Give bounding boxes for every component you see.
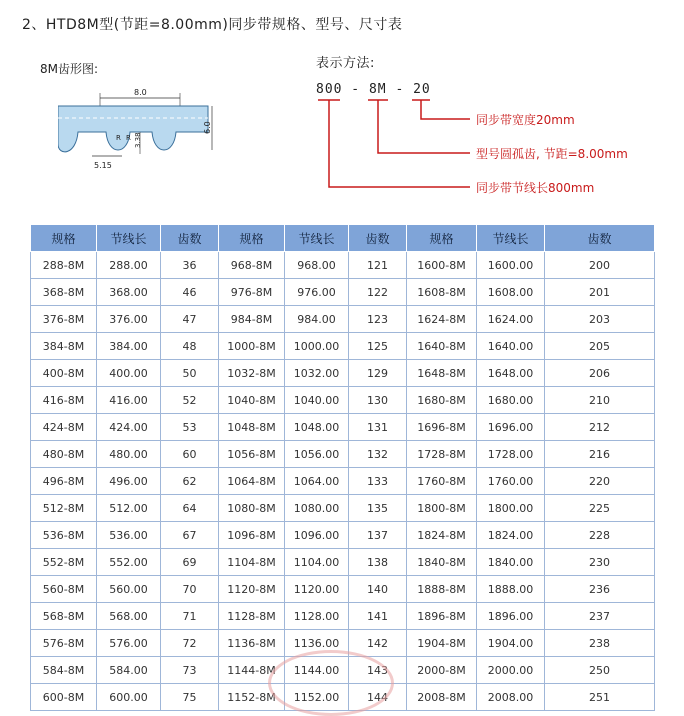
table-cell: 133 [349, 468, 407, 495]
radius-label: R [116, 134, 121, 142]
tooth-height-dimension: 3.38 [134, 132, 142, 148]
table-cell: 976.00 [285, 279, 349, 306]
table-cell: 512-8M [31, 495, 97, 522]
table-cell: 125 [349, 333, 407, 360]
table-cell: 69 [161, 549, 219, 576]
profile-label: 8M齿形图: [40, 62, 99, 76]
table-cell: 480-8M [31, 441, 97, 468]
table-cell: 64 [161, 495, 219, 522]
table-cell: 480.00 [97, 441, 161, 468]
table-cell: 1624.00 [477, 306, 545, 333]
column-header: 规格 [31, 225, 97, 252]
table-row [31, 468, 655, 495]
tooth-profile-diagram [58, 84, 218, 176]
table-cell: 968.00 [285, 252, 349, 279]
table-cell: 1680-8M [407, 387, 477, 414]
table-cell: 536.00 [97, 522, 161, 549]
table-cell: 67 [161, 522, 219, 549]
table-cell: 968-8M [219, 252, 285, 279]
table-cell: 206 [545, 360, 655, 387]
table-cell: 552.00 [97, 549, 161, 576]
table-cell: 131 [349, 414, 407, 441]
table-row [31, 495, 655, 522]
column-header: 节线长 [97, 225, 161, 252]
table-cell: 203 [545, 306, 655, 333]
table-cell: 1152-8M [219, 684, 285, 711]
page-title: 2、HTD8M型(节距=8.00mm)同步带规格、型号、尺寸表 [22, 17, 403, 33]
table-cell: 368-8M [31, 279, 97, 306]
table-cell: 424-8M [31, 414, 97, 441]
table-cell: 123 [349, 306, 407, 333]
table-cell: 130 [349, 387, 407, 414]
table-cell: 216 [545, 441, 655, 468]
table-cell: 416-8M [31, 387, 97, 414]
table-cell: 1888-8M [407, 576, 477, 603]
height-dimension: 6.0 [203, 121, 212, 134]
table-cell: 1104-8M [219, 549, 285, 576]
table-cell: 71 [161, 603, 219, 630]
radius-label-2: R [126, 134, 131, 142]
table-cell: 1120.00 [285, 576, 349, 603]
table-cell: 1128.00 [285, 603, 349, 630]
table-cell: 36 [161, 252, 219, 279]
watermark-stamp [268, 650, 394, 716]
table-cell: 1600-8M [407, 252, 477, 279]
table-cell: 72 [161, 630, 219, 657]
table-cell: 143 [349, 657, 407, 684]
table-cell: 50 [161, 360, 219, 387]
table-cell: 1800.00 [477, 495, 545, 522]
table-cell: 568.00 [97, 603, 161, 630]
column-header: 节线长 [477, 225, 545, 252]
column-header: 规格 [219, 225, 285, 252]
table-cell: 144 [349, 684, 407, 711]
table-cell: 1824-8M [407, 522, 477, 549]
table-cell: 46 [161, 279, 219, 306]
pitch-dimension: 8.0 [134, 88, 147, 97]
table-cell: 1064.00 [285, 468, 349, 495]
table-cell: 1080-8M [219, 495, 285, 522]
table-cell: 62 [161, 468, 219, 495]
table-row [31, 387, 655, 414]
table-cell: 230 [545, 549, 655, 576]
table-cell: 138 [349, 549, 407, 576]
table-cell: 2000-8M [407, 657, 477, 684]
table-cell: 1104.00 [285, 549, 349, 576]
table-cell: 1608.00 [477, 279, 545, 306]
table-cell: 1144.00 [285, 657, 349, 684]
table-cell: 584-8M [31, 657, 97, 684]
table-row [31, 522, 655, 549]
table-cell: 1760-8M [407, 468, 477, 495]
table-row [31, 252, 655, 279]
table-cell: 576-8M [31, 630, 97, 657]
table-row [31, 333, 655, 360]
table-cell: 600.00 [97, 684, 161, 711]
table-row [31, 414, 655, 441]
table-cell: 536-8M [31, 522, 97, 549]
table-cell: 1696-8M [407, 414, 477, 441]
table-cell: 1048-8M [219, 414, 285, 441]
table-cell: 250 [545, 657, 655, 684]
table-row [31, 576, 655, 603]
table-cell: 1648.00 [477, 360, 545, 387]
table-cell: 368.00 [97, 279, 161, 306]
table-cell: 47 [161, 306, 219, 333]
table-cell: 238 [545, 630, 655, 657]
column-header: 齿数 [161, 225, 219, 252]
table-cell: 1760.00 [477, 468, 545, 495]
table-row [31, 360, 655, 387]
table-row [31, 549, 655, 576]
tooth-width-dimension: 5.15 [94, 161, 112, 170]
table-cell: 141 [349, 603, 407, 630]
table-cell: 288-8M [31, 252, 97, 279]
table-cell: 129 [349, 360, 407, 387]
table-row [31, 603, 655, 630]
table-cell: 1000.00 [285, 333, 349, 360]
table-cell: 220 [545, 468, 655, 495]
table-cell: 984.00 [285, 306, 349, 333]
table-cell: 1608-8M [407, 279, 477, 306]
table-cell: 2008-8M [407, 684, 477, 711]
belt-code-example: 800 - 8M - 20 [316, 82, 431, 97]
table-cell: 135 [349, 495, 407, 522]
table-cell: 600-8M [31, 684, 97, 711]
table-cell: 576.00 [97, 630, 161, 657]
table-cell: 48 [161, 333, 219, 360]
table-row [31, 441, 655, 468]
table-cell: 1600.00 [477, 252, 545, 279]
table-cell: 1640.00 [477, 333, 545, 360]
table-cell: 1904-8M [407, 630, 477, 657]
table-cell: 73 [161, 657, 219, 684]
table-cell: 496-8M [31, 468, 97, 495]
table-cell: 552-8M [31, 549, 97, 576]
table-cell: 376-8M [31, 306, 97, 333]
table-cell: 1136-8M [219, 630, 285, 657]
table-cell: 1040.00 [285, 387, 349, 414]
table-cell: 1064-8M [219, 468, 285, 495]
table-cell: 1056.00 [285, 441, 349, 468]
table-cell: 1728-8M [407, 441, 477, 468]
table-cell: 53 [161, 414, 219, 441]
table-cell: 568-8M [31, 603, 97, 630]
table-cell: 1120-8M [219, 576, 285, 603]
table-cell: 512.00 [97, 495, 161, 522]
table-cell: 984-8M [219, 306, 285, 333]
table-cell: 376.00 [97, 306, 161, 333]
annotation-profile: 型号圆孤齿, 节距=8.00mm [476, 147, 628, 161]
table-cell: 496.00 [97, 468, 161, 495]
spec-table [30, 224, 655, 711]
table-cell: 1624-8M [407, 306, 477, 333]
annotation-length: 同步带节线长800mm [476, 181, 595, 195]
table-cell: 70 [161, 576, 219, 603]
table-cell: 1040-8M [219, 387, 285, 414]
table-header-row [31, 225, 655, 252]
table-cell: 560-8M [31, 576, 97, 603]
table-cell: 384.00 [97, 333, 161, 360]
table-cell: 201 [545, 279, 655, 306]
table-cell: 1824.00 [477, 522, 545, 549]
table-cell: 205 [545, 333, 655, 360]
table-cell: 2000.00 [477, 657, 545, 684]
table-cell: 1648-8M [407, 360, 477, 387]
annotation-width: 同步带宽度20mm [476, 113, 575, 127]
column-header: 规格 [407, 225, 477, 252]
table-cell: 584.00 [97, 657, 161, 684]
representation-label: 表示方法: [316, 56, 375, 71]
table-cell: 212 [545, 414, 655, 441]
table-cell: 1840-8M [407, 549, 477, 576]
table-cell: 2008.00 [477, 684, 545, 711]
table-cell: 1728.00 [477, 441, 545, 468]
table-cell: 237 [545, 603, 655, 630]
table-cell: 976-8M [219, 279, 285, 306]
table-cell: 1096.00 [285, 522, 349, 549]
table-cell: 1680.00 [477, 387, 545, 414]
table-cell: 424.00 [97, 414, 161, 441]
table-cell: 132 [349, 441, 407, 468]
table-cell: 75 [161, 684, 219, 711]
table-cell: 400-8M [31, 360, 97, 387]
table-cell: 1128-8M [219, 603, 285, 630]
table-cell: 228 [545, 522, 655, 549]
table-cell: 1048.00 [285, 414, 349, 441]
table-cell: 1888.00 [477, 576, 545, 603]
table-cell: 52 [161, 387, 219, 414]
table-cell: 1056-8M [219, 441, 285, 468]
table-cell: 200 [545, 252, 655, 279]
column-header: 齿数 [349, 225, 407, 252]
table-row [31, 279, 655, 306]
table-cell: 225 [545, 495, 655, 522]
table-cell: 1800-8M [407, 495, 477, 522]
table-cell: 210 [545, 387, 655, 414]
table-cell: 1896-8M [407, 603, 477, 630]
table-cell: 1136.00 [285, 630, 349, 657]
table-cell: 1896.00 [477, 603, 545, 630]
table-cell: 60 [161, 441, 219, 468]
table-cell: 400.00 [97, 360, 161, 387]
table-cell: 1152.00 [285, 684, 349, 711]
table-cell: 140 [349, 576, 407, 603]
table-cell: 122 [349, 279, 407, 306]
table-cell: 121 [349, 252, 407, 279]
table-cell: 1696.00 [477, 414, 545, 441]
column-header: 节线长 [285, 225, 349, 252]
table-cell: 1000-8M [219, 333, 285, 360]
table-cell: 251 [545, 684, 655, 711]
table-cell: 288.00 [97, 252, 161, 279]
table-cell: 1080.00 [285, 495, 349, 522]
table-cell: 1096-8M [219, 522, 285, 549]
table-cell: 384-8M [31, 333, 97, 360]
table-cell: 1904.00 [477, 630, 545, 657]
table-cell: 236 [545, 576, 655, 603]
table-cell: 560.00 [97, 576, 161, 603]
table-cell: 1640-8M [407, 333, 477, 360]
table-cell: 137 [349, 522, 407, 549]
table-cell: 1032.00 [285, 360, 349, 387]
table-row [31, 306, 655, 333]
table-cell: 416.00 [97, 387, 161, 414]
column-header: 齿数 [545, 225, 655, 252]
table-cell: 1840.00 [477, 549, 545, 576]
table-cell: 1032-8M [219, 360, 285, 387]
table-cell: 1144-8M [219, 657, 285, 684]
table-cell: 142 [349, 630, 407, 657]
